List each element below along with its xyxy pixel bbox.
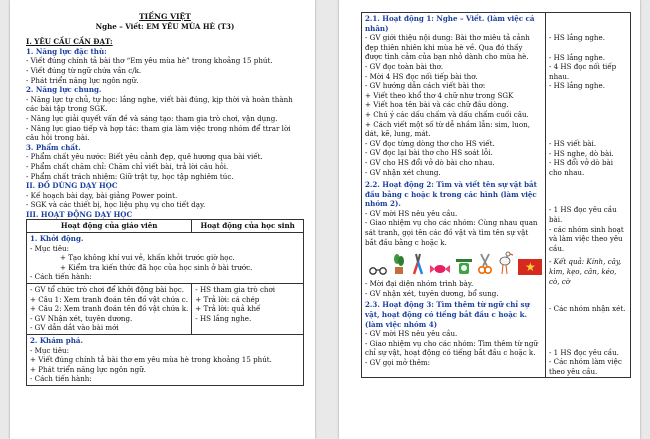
text-line: - HS nghe, dò bài. [549, 148, 614, 158]
text-line: - Giao nhiệm vụ cho các nhóm: Cùng nhau quan sát tranh, gọi tên các đồ vật và tìm tên sự vật bắt đầu bằng c hoặc k. [365, 218, 538, 247]
text-line: - Các nhóm làm việc theo yêu cầu. [549, 357, 622, 376]
plant-icon [392, 253, 406, 275]
warmup-cell [27, 233, 304, 284]
text-line: - HS lắng nghe. [549, 52, 605, 62]
document-page-left [10, 0, 315, 439]
text-line: - Năng lực giải quyết vấn đề và sáng tạo: tham gia trò chơi, vận dụng. [26, 113, 278, 123]
activity-heading: 2.1. Hoạt động 1: Nghe – Viết. (làm việc cá nhân) [365, 14, 535, 33]
text-line: + Chú ý các dấu chấm và dấu chấm cuối câu. [365, 109, 529, 119]
text-line: - GV tổ chức trò chơi để khởi động bài học. [30, 285, 184, 295]
subsection-heading: 1. Năng lực đặc thù: [26, 46, 107, 56]
student-cell [546, 13, 631, 378]
subsection-heading: 3. Phẩm chất. [26, 142, 81, 152]
result-text: - Kết quả: Kính, cây, kìm, kẹo, cân, kéo, cò, cờ [549, 257, 622, 286]
picture-strip [365, 247, 542, 279]
text-line: - Phẩm chất yêu nước: Biết yêu cảnh đẹp, quê hương qua bài viết. [26, 152, 263, 162]
text-line: - HS viết bài. [549, 138, 596, 148]
text-line: - GV đọc từng dòng thơ cho HS viết. [365, 138, 495, 148]
teacher-cell [362, 13, 546, 378]
stork-icon [497, 251, 513, 275]
scale-icon [455, 257, 473, 275]
text-line: + Kiểm tra kiến thức đã học của học sinh ở bài trước. [60, 262, 253, 272]
text-line: - GV gọi mở thêm: [365, 358, 431, 367]
explore-cell [27, 335, 304, 386]
text-line: - GV đọc lại bài thơ cho HS soát lỗi. [365, 148, 493, 158]
text-line: - Mời đại diện nhóm trình bày. [365, 279, 474, 289]
activity-heading: 2. Khám phá. [30, 336, 83, 345]
text-line: + Trả lời: cá chép [195, 294, 260, 304]
text-line: - GV mời HS nêu yêu cầu. [365, 329, 458, 339]
text-line: - HS tham gia trò chơi [195, 285, 276, 295]
text-line: - GV nhận xét, tuyên dương, bổ sung. [365, 288, 499, 298]
text-line: - Mục tiêu: [30, 345, 69, 355]
teacher-cell [27, 284, 192, 335]
text-line: - Phẩm chất trách nhiệm: Giữ trật tự, học tập nghiêm túc. [26, 171, 234, 181]
activity-continuation-table [361, 12, 631, 378]
section-heading: I. YÊU CẦU CẦN ĐẠT: [26, 37, 113, 47]
text-line: - HS lắng nghe. [549, 81, 605, 91]
text-line: + Cách viết một số từ dễ nhầm lẫn: sim, luon, dát, kẽ, lung, mát. [365, 119, 530, 139]
text-line: - GV giới thiệu nội dung: Bài thơ miêu tả cảnh đẹp thiên nhiên khi mùa hè về. Qua đó thấy được tình cảm của bạn nhỏ dành cho mùa hè. [365, 33, 530, 62]
text-line: + Câu 2: Xem tranh đoán tên đồ vật chứa k. [30, 304, 189, 314]
text-line: - GV nhận xét chung. [365, 167, 441, 177]
text-line: + Trả lời: quả khế [195, 304, 261, 314]
page-right-content [361, 12, 631, 378]
candy-icon [430, 263, 450, 275]
lesson-subtitle: Nghe – Viết: EM YÊU MÙA HÈ (T3) [95, 21, 235, 31]
activity-heading: 2.2. Hoạt động 2: Tìm và viết tên sự vật bắt đầu bằng c hoặc k trong các hình (làm việc nhóm 2). [365, 180, 537, 209]
text-line: - GV Nhận xét, tuyên dương. [30, 313, 133, 323]
text-line: - Năng lực giao tiếp và hợp tác: tham gia làm việc trong nhóm để ttrar lời câu hỏi trong bài. [26, 123, 291, 143]
text-line: - GV dẫn dắt vào bài mới [30, 323, 119, 333]
text-line: + Viết đúng chính tả bài thơ em yêu mùa hè trong khoảng 15 phút. [30, 355, 272, 365]
text-line: - các nhóm sinh hoạt và làm việc theo yêu cầu. [549, 224, 624, 253]
text-line: - Mục tiêu: [30, 243, 69, 253]
text-line: + Viết theo khổ thơ 4 chữ như trong SGK [365, 90, 514, 100]
text-line: - GV mời HS nêu yêu cầu. [365, 208, 458, 218]
column-header-student: Hoạt động của học sinh [192, 220, 304, 233]
page-title: TIẾNG VIỆT [139, 12, 191, 21]
text-line: - Phẩm chất chăm chỉ: Chăm chỉ viết bài, trả lời câu hỏi. [26, 161, 229, 171]
activity-heading: 1. Khởi động. [30, 234, 84, 244]
text-line: - Giao nhiệm vụ cho các nhóm: Tìm thêm từ ngữ chỉ sự vật, hoạt động có tiếng bắt đầu c hoặc k. [365, 338, 538, 358]
text-line: - GV cho HS đổi vở dò bài cho nhau. [365, 157, 495, 167]
text-line: - GV hướng dẫn cách viết bài thơ: [365, 81, 486, 91]
text-line: - Cách tiến hành: [30, 374, 92, 384]
text-line: - Kế hoạch bài dạy, bài giảng Power point. [26, 190, 178, 200]
text-line: + Phát triển năng lực ngôn ngữ. [30, 364, 146, 374]
glasses-icon [369, 265, 387, 275]
section-heading: II. ĐỒ DÙNG DẠY HỌC [26, 181, 118, 191]
pliers-icon [411, 253, 425, 275]
flag-icon [518, 259, 542, 275]
text-line: - 4 HS đọc nối tiếp nhau. [549, 62, 617, 81]
text-line: - Viết đúng chính tả bài thơ “Em yêu mùa hè” trong khoảng 15 phút. [26, 56, 273, 66]
text-line: + Câu 1: Xem tranh đoán tên đồ vật chứa c. [30, 294, 188, 304]
text-line: - HS lắng nghe. [549, 33, 605, 42]
text-line: + Tạo không khí vui vẻ, khấn khởi trước giờ học. [60, 253, 235, 263]
text-line: - Các nhóm nhận xét. [549, 304, 626, 314]
column-header-teacher: Hoạt động của giáo viên [27, 220, 192, 233]
text-line: - Năng lực tự chủ, tự học: lắng nghe, viết bài đúng, kịp thời và hoàn thành các bài tập trong SGK. [26, 94, 293, 114]
text-line: - Viết đúng từ ngữ chứa vần c/k. [26, 65, 142, 75]
text-line: - HS lắng nghe. [195, 313, 252, 323]
section-heading: III. HOẠT ĐỘNG DẠY HỌC [26, 209, 133, 219]
scissors-icon [478, 253, 492, 275]
text-line: - Phát triển năng lực ngôn ngữ. [26, 75, 139, 85]
subsection-heading: 2. Năng lực chung. [26, 85, 102, 95]
text-line: - Mời 4 HS đọc nối tiếp bài thơ. [365, 71, 478, 81]
text-line: - HS đổi vở dò bài cho nhau. [549, 158, 613, 177]
text-line: - 1 HS đọc yêu cầu bài. [549, 205, 617, 224]
lesson-activity-table [26, 219, 304, 386]
document-page-right [339, 0, 640, 439]
page-left-content [26, 12, 304, 386]
activity-heading: 2.3. Hoạt động 3: Tìm thêm từ ngữ chỉ sự vật, hoạt động có tiếng bắt đầu c hoặc k. (làm việc nhóm 4) [365, 300, 530, 329]
text-line: + Viết hoa tên bài và các chữ đầu dòng. [365, 100, 509, 110]
student-cell [192, 284, 304, 335]
text-line: - GV đọc toàn bài thơ. [365, 61, 444, 71]
text-line: - Cách tiến hành: [30, 272, 92, 282]
text-line: - SGK và các thiết bị, học liệu phụ vụ cho tiết dạy. [26, 200, 206, 210]
text-line: - 1 HS đọc yêu cầu. [549, 347, 619, 357]
